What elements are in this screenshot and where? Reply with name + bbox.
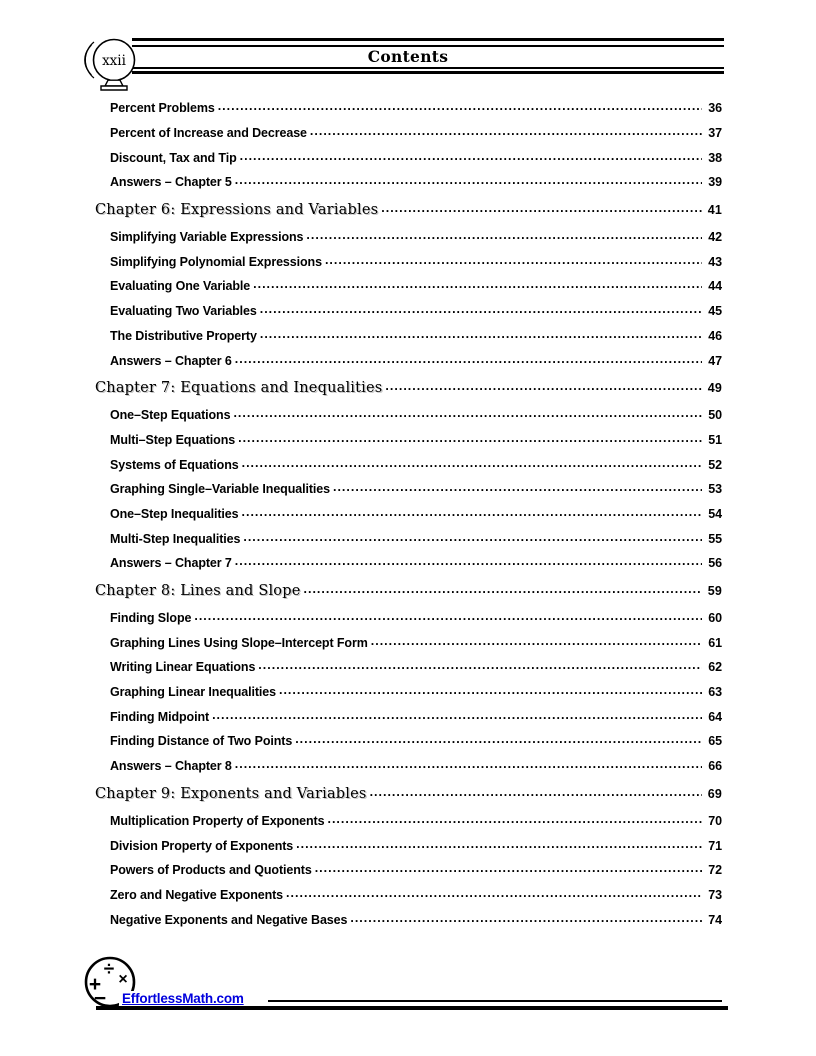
dot-leader <box>325 253 702 267</box>
toc-page-number: 66 <box>708 759 722 774</box>
toc-page-number: 45 <box>708 304 722 319</box>
dot-leader <box>242 456 702 470</box>
svg-text:÷: ÷ <box>103 959 115 980</box>
toc-page-number: 74 <box>708 912 722 927</box>
dot-leader <box>370 785 702 799</box>
toc-entry-row <box>95 858 722 883</box>
toc-entry-row <box>95 729 722 754</box>
toc-entry-row <box>95 299 722 324</box>
toc-entry-row <box>95 96 722 121</box>
globe-page-number-icon <box>82 33 142 93</box>
svg-text:+: + <box>88 973 102 996</box>
toc-page-number: 72 <box>708 863 722 878</box>
toc-entry-label: Graphing Lines Using Slope–Intercept Form <box>110 635 368 650</box>
toc-entry-row <box>95 883 722 908</box>
dot-leader <box>296 837 702 851</box>
toc-entry-label: Multiplication Property of Exponents <box>110 813 325 828</box>
toc-chapter-label: Chapter 9: Exponents and Variables <box>95 785 367 802</box>
toc-page-number: 54 <box>708 506 722 521</box>
toc-page-number: 51 <box>708 432 722 447</box>
toc-entry-row <box>95 907 722 932</box>
toc-entry-label: One–Step Inequalities <box>110 506 239 521</box>
toc-page-number: 49 <box>707 380 722 395</box>
toc-entry-row <box>95 403 722 428</box>
toc-entry-row <box>95 145 722 170</box>
dot-leader <box>381 201 702 215</box>
toc-chapter-label: Chapter 7: Equations and Inequalities <box>95 379 383 396</box>
header-rule-bottom-thick <box>132 71 724 74</box>
toc-entry-row <box>95 348 722 373</box>
dot-leader <box>385 379 702 393</box>
svg-text:×: × <box>118 971 128 988</box>
effortlessmath-link[interactable]: EffortlessMath.com <box>119 991 247 1006</box>
toc-page-number: 63 <box>708 685 722 700</box>
toc-entry-row <box>95 274 722 299</box>
header-rule-top-thick <box>132 38 724 41</box>
dot-leader <box>371 634 702 648</box>
toc-page-number: 50 <box>708 408 722 423</box>
dot-leader <box>238 431 702 445</box>
toc-entry-label: Finding Distance of Two Points <box>110 734 293 749</box>
toc-entry-label: Graphing Single–Variable Inequalities <box>110 482 330 497</box>
toc-entry-label: Multi-Step Inequalities <box>110 531 241 546</box>
toc-page-number: 46 <box>708 328 722 343</box>
page-number-text: xxii <box>102 53 126 69</box>
svg-text:−: − <box>93 987 107 1010</box>
toc-page-number: 44 <box>708 279 722 294</box>
toc-page-number: 39 <box>708 175 722 190</box>
dot-leader <box>258 658 702 672</box>
dot-leader <box>260 327 702 341</box>
toc-page-number: 65 <box>708 734 722 749</box>
toc-page-number: 41 <box>707 202 722 217</box>
toc-page-number: 55 <box>708 531 722 546</box>
toc-entry-label: Graphing Linear Inequalities <box>110 685 276 700</box>
dot-leader <box>350 911 702 925</box>
toc-page-number: 56 <box>708 556 722 571</box>
toc-entry-label: Finding Midpoint <box>110 709 210 724</box>
toc-entry-row <box>95 170 722 195</box>
toc-chapter-label: Chapter 6: Expressions and Variables <box>95 201 379 218</box>
toc-page-number: 69 <box>707 786 722 801</box>
dot-leader <box>253 277 702 291</box>
toc-entry-row <box>95 428 722 453</box>
toc-page-number: 38 <box>708 150 722 165</box>
toc-page-number: 37 <box>708 126 722 141</box>
toc-entry-label: Evaluating One Variable <box>110 279 251 294</box>
toc-entry-label: Answers – Chapter 5 <box>110 175 232 190</box>
toc-page-number: 73 <box>708 887 722 902</box>
toc-entry-row <box>95 502 722 527</box>
dot-leader <box>306 228 702 242</box>
toc-entry-row <box>95 655 722 680</box>
toc-entry-label: Powers of Products and Quotients <box>110 863 312 878</box>
toc-entry-row <box>95 680 722 705</box>
toc-entry-label: Percent of Increase and Decrease <box>110 126 307 141</box>
dot-leader <box>279 683 702 697</box>
toc-entry-label: The Distributive Property <box>110 328 257 343</box>
toc-chapter-row <box>95 195 722 225</box>
toc-entry-label: Discount, Tax and Tip <box>110 150 237 165</box>
toc-page-number: 64 <box>708 709 722 724</box>
toc-chapter-label: Chapter 8: Lines and Slope <box>95 582 301 599</box>
toc-entry-label: One–Step Equations <box>110 408 231 423</box>
footer-rule-thin <box>268 1000 722 1002</box>
dot-leader <box>240 149 702 163</box>
toc-entry-row <box>95 324 722 349</box>
toc-page-number: 47 <box>708 353 722 368</box>
toc-entry-row <box>95 833 722 858</box>
toc-chapter-row <box>95 576 722 606</box>
toc-entry-row <box>95 704 722 729</box>
toc-entry-row <box>95 225 722 250</box>
toc-entry-row <box>95 606 722 631</box>
toc-entry-row <box>95 754 722 779</box>
toc-page-number: 61 <box>708 635 722 650</box>
dot-leader <box>242 505 703 519</box>
toc-entry-label: Answers – Chapter 7 <box>110 556 232 571</box>
toc-page-number: 42 <box>708 230 722 245</box>
toc-entry-label: Negative Exponents and Negative Bases <box>110 912 348 927</box>
toc-entry-row <box>95 121 722 146</box>
toc-entry-label: Zero and Negative Exponents <box>110 887 284 902</box>
dot-leader <box>286 886 702 900</box>
toc-list <box>95 96 722 932</box>
dot-leader <box>235 173 702 187</box>
toc-chapter-row <box>95 779 722 809</box>
dot-leader <box>333 480 702 494</box>
dot-leader <box>212 708 702 722</box>
dot-leader <box>235 352 702 366</box>
toc-entry-row <box>95 477 722 502</box>
dot-leader <box>218 99 702 113</box>
toc-entry-row <box>95 526 722 551</box>
toc-entry-label: Answers – Chapter 6 <box>110 353 232 368</box>
toc-entry-label: Writing Linear Equations <box>110 660 256 675</box>
toc-entry-label: Multi–Step Equations <box>110 432 236 447</box>
toc-page-number: 53 <box>708 482 722 497</box>
toc-page-number: 71 <box>708 838 722 853</box>
dot-leader <box>194 609 702 623</box>
toc-entry-label: Division Property of Exponents <box>110 838 294 853</box>
dot-leader <box>235 554 702 568</box>
toc-page-number: 36 <box>708 101 722 116</box>
toc-entry-label: Percent Problems <box>110 101 215 116</box>
dot-leader <box>235 757 702 771</box>
toc-chapter-row <box>95 373 722 403</box>
dot-leader <box>327 812 702 826</box>
toc-page-number: 70 <box>708 813 722 828</box>
toc-page-number: 62 <box>708 660 722 675</box>
toc-page-number: 52 <box>708 457 722 472</box>
dot-leader <box>233 406 702 420</box>
toc-page-number: 43 <box>708 254 722 269</box>
dot-leader <box>310 124 702 138</box>
toc-entry-row <box>95 452 722 477</box>
header-rule-bottom-thin <box>132 67 724 69</box>
page-title: Contents <box>367 47 449 66</box>
toc-entry-row <box>95 809 722 834</box>
toc-page-number: 60 <box>708 611 722 626</box>
toc-entry-label: Evaluating Two Variables <box>110 304 257 319</box>
dot-leader <box>243 530 702 544</box>
toc-entry-label: Answers – Chapter 8 <box>110 759 232 774</box>
dot-leader <box>315 861 702 875</box>
footer-rule-thick <box>96 1006 728 1010</box>
dot-leader <box>295 732 702 746</box>
toc-entry-row <box>95 630 722 655</box>
toc-entry-label: Simplifying Variable Expressions <box>110 230 304 245</box>
toc-entry-label: Simplifying Polynomial Expressions <box>110 254 322 269</box>
toc-entry-row <box>95 551 722 576</box>
toc-entry-label: Systems of Equations <box>110 457 239 472</box>
toc-entry-label: Finding Slope <box>110 611 192 626</box>
toc-page-number: 59 <box>707 583 722 598</box>
toc-entry-row <box>95 249 722 274</box>
dot-leader <box>304 582 702 596</box>
dot-leader <box>260 302 702 316</box>
